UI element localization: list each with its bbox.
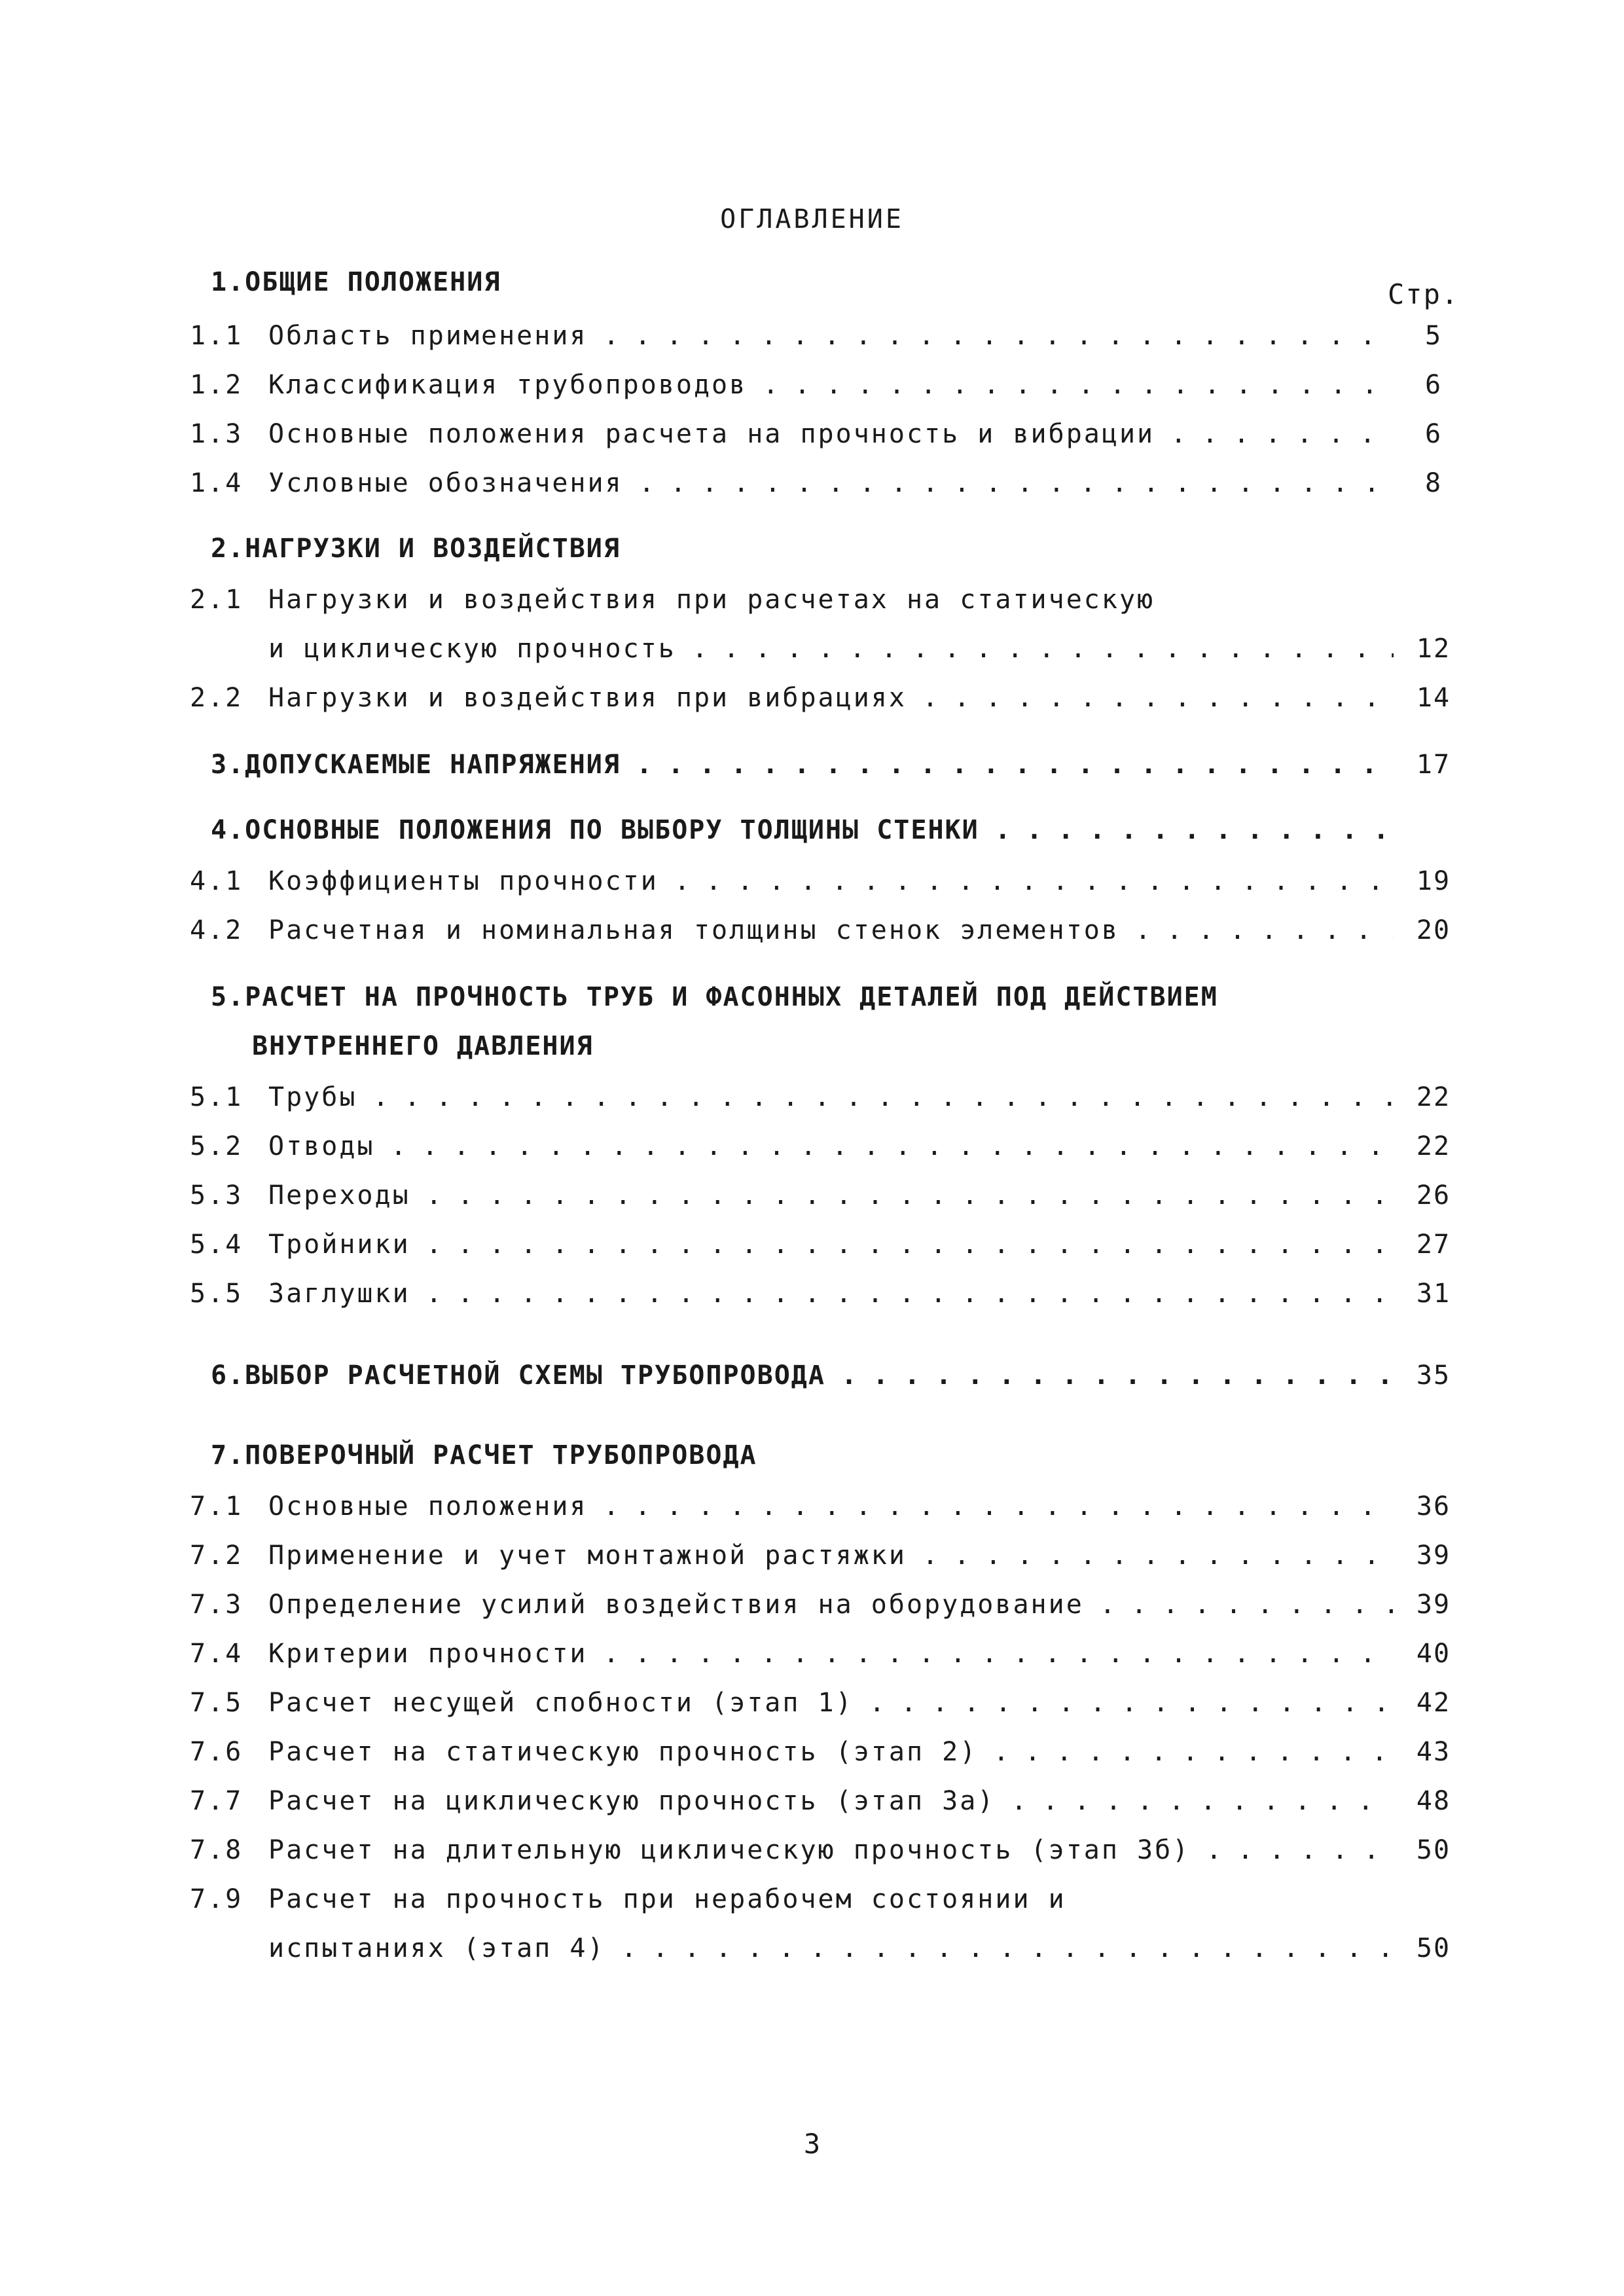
toc-entry <box>0 1230 1624 1269</box>
toc-entry <box>0 1884 1624 1923</box>
toc-entry-page: 20 <box>1416 915 1451 945</box>
toc-entry-number: 5.3 <box>190 1180 244 1211</box>
toc-entry-title: Переходы . . . <box>268 1180 1394 1211</box>
toc-entry-number: 7.1 <box>190 1491 244 1522</box>
toc-entry <box>0 1360 1624 1400</box>
toc-section-5-heading-continued: ВНУТРЕННЕГО ДАВЛЕНИЯ <box>252 1031 594 1061</box>
toc-entry <box>0 815 1624 854</box>
toc-entry <box>0 915 1624 955</box>
toc-entry <box>0 1737 1624 1776</box>
page-title: ОГЛАВЛЕНИЕ <box>720 204 904 234</box>
toc-entry-page: 22 <box>1416 1082 1451 1112</box>
toc-entry-page: 42 <box>1416 1688 1451 1718</box>
toc-entry-title: Условные обозначения . . . <box>268 468 1394 498</box>
toc-entry-number: 7.7 <box>190 1786 244 1816</box>
toc-entry-title: Трубы . . . <box>268 1082 1394 1112</box>
toc-entry-page: 43 <box>1416 1737 1451 1767</box>
toc-entry-title: Основные положения расчета на прочность и вибрации . . . <box>268 419 1394 449</box>
toc-entry-number: 7.4 <box>190 1639 244 1669</box>
toc-entry-title: Нагрузки и воздействия при вибрациях . . . <box>268 683 1394 713</box>
toc-entry <box>0 750 1624 789</box>
toc-entry-page: 8 <box>1424 468 1443 498</box>
toc-entry-title: Нагрузки и воздействия при расчетах на статическую <box>268 585 1155 615</box>
toc-entry-page: 31 <box>1416 1279 1451 1309</box>
toc-entry-title: Заглушки . . . <box>268 1279 1394 1309</box>
toc-entry-page: 12 <box>1416 634 1451 664</box>
toc-entry-page: 39 <box>1416 1540 1451 1571</box>
toc-entry <box>0 683 1624 722</box>
toc-entry-number: 4.1 <box>190 866 244 896</box>
toc-entry-page: 35 <box>1416 1360 1451 1391</box>
toc-entry-title: Критерии прочности . . . <box>268 1639 1394 1669</box>
toc-entry-page: 6 <box>1424 419 1443 449</box>
toc-entry-title: Расчет на циклическую прочность (этап 3а) . . . <box>268 1786 1394 1816</box>
toc-entry-title: Основные положения . . . <box>268 1491 1394 1522</box>
toc-entry-page: 17 <box>1416 750 1451 780</box>
toc-entry <box>0 1639 1624 1678</box>
toc-entry <box>0 321 1624 360</box>
toc-entry-page: 48 <box>1416 1786 1451 1816</box>
toc-entry <box>0 370 1624 409</box>
toc-entry <box>0 1491 1624 1531</box>
toc-entry-page: 5 <box>1424 321 1443 351</box>
toc-entry-title: Область применения . . . <box>268 321 1394 351</box>
toc-entry <box>0 1082 1624 1121</box>
toc-entry-page: 6 <box>1424 370 1443 400</box>
toc-entry <box>0 419 1624 458</box>
toc-entry <box>0 1180 1624 1220</box>
toc-entry-number: 5.4 <box>190 1230 244 1260</box>
toc-entry-number: 5.5 <box>190 1279 244 1309</box>
toc-entry <box>0 585 1624 624</box>
toc-entry-number: 1.2 <box>190 370 244 400</box>
toc-entry-title: Определение усилий воздействия на оборудование . . . <box>268 1590 1394 1620</box>
toc-entry-number: 7.8 <box>190 1835 244 1865</box>
toc-entry <box>0 1590 1624 1629</box>
toc-entry-title: Тройники . . . <box>268 1230 1394 1260</box>
toc-entry-title-continued: испытаниях (этап 4) . . . <box>268 1933 1394 1963</box>
toc-entry-page: 50 <box>1416 1933 1451 1963</box>
toc-section-5-heading: 5.РАСЧЕТ НА ПРОЧНОСТЬ ТРУБ И ФАСОННЫХ ДЕТАЛЕЙ ПОД ДЕЙСТВИЕМ <box>211 982 1218 1012</box>
toc-entry-number: 1.1 <box>190 321 244 351</box>
toc-entry <box>0 1786 1624 1825</box>
toc-entry-title: Применение и учет монтажной растяжки . . . <box>268 1540 1394 1571</box>
toc-entry <box>0 1540 1624 1580</box>
toc-entry-page: 50 <box>1416 1835 1451 1865</box>
toc-entry-page: 36 <box>1416 1491 1451 1522</box>
toc-entry-number: 7.9 <box>190 1884 244 1914</box>
toc-entry-title: Расчет на статическую прочность (этап 2) . . . <box>268 1737 1394 1767</box>
toc-entry-title: Отводы . . . <box>268 1131 1394 1161</box>
toc-entry-page: 40 <box>1416 1639 1451 1669</box>
toc-entry <box>0 468 1624 507</box>
toc-entry-number: 7.6 <box>190 1737 244 1767</box>
toc-entry-title: Расчетная и номинальная толщины стенок элементов . . . <box>268 915 1394 945</box>
toc-entry-title: Классификация трубопроводов . . . <box>268 370 1394 400</box>
toc-entry-title: Расчет несущей спобности (этап 1) . . . <box>268 1688 1394 1718</box>
toc-section-3-heading: 3.ДОПУСКАЕМЫЕ НАПРЯЖЕНИЯ . . . <box>211 750 1394 780</box>
toc-entry-number: 7.2 <box>190 1540 244 1571</box>
toc-entry-page: 19 <box>1416 866 1451 896</box>
toc-entry-page: 39 <box>1416 1590 1451 1620</box>
toc-entry <box>0 1835 1624 1874</box>
toc-entry-number: 1.3 <box>190 419 244 449</box>
toc-entry-number: 5.1 <box>190 1082 244 1112</box>
toc-entry-title: Расчет на длительную циклическую прочность (этап 3б) . . . <box>268 1835 1394 1865</box>
toc-section-2-heading: 2.НАГРУЗКИ И ВОЗДЕЙСТВИЯ <box>211 534 621 564</box>
toc-entry-page: 27 <box>1416 1230 1451 1260</box>
toc-section-4-heading: 4.ОСНОВНЫЕ ПОЛОЖЕНИЯ ПО ВЫБОРУ ТОЛЩИНЫ СТЕНКИ . . . <box>211 815 1394 845</box>
toc-entry-number: 2.2 <box>190 683 244 713</box>
toc-entry-number: 7.3 <box>190 1590 244 1620</box>
toc-entry <box>0 866 1624 905</box>
toc-entry-page: 26 <box>1416 1180 1451 1211</box>
toc-entry-number: 4.2 <box>190 915 244 945</box>
toc-entry-number: 7.5 <box>190 1688 244 1718</box>
toc-entry-page: 22 <box>1416 1131 1451 1161</box>
toc-entry-page: 14 <box>1416 683 1451 713</box>
toc-entry-number: 2.1 <box>190 585 244 615</box>
toc-section-1-heading: 1.ОБЩИЕ ПОЛОЖЕНИЯ <box>211 267 501 297</box>
toc-entry <box>0 1131 1624 1171</box>
toc-section-6-heading: 6.ВЫБОР РАСЧЕТНОЙ СХЕМЫ ТРУБОПРОВОДА . . . <box>211 1360 1394 1391</box>
toc-section-7-heading: 7.ПОВЕРОЧНЫЙ РАСЧЕТ ТРУБОПРОВОДА <box>211 1440 757 1470</box>
page-column-header: Стр. <box>1388 278 1460 310</box>
page-number: 3 <box>803 2128 821 2160</box>
toc-entry-title: Коэффициенты прочности . . . <box>268 866 1394 896</box>
toc-entry-number: 5.2 <box>190 1131 244 1161</box>
toc-entry-title: Расчет на прочность при нерабочем состоянии и <box>268 1884 1066 1914</box>
toc-entry-continuation <box>0 634 1624 673</box>
toc-entry-number: 1.4 <box>190 468 244 498</box>
toc-entry-continuation <box>0 1933 1624 1973</box>
toc-entry <box>0 1279 1624 1318</box>
toc-entry <box>0 1688 1624 1727</box>
toc-entry-title-continued: и циклическую прочность . . . <box>268 634 1394 664</box>
